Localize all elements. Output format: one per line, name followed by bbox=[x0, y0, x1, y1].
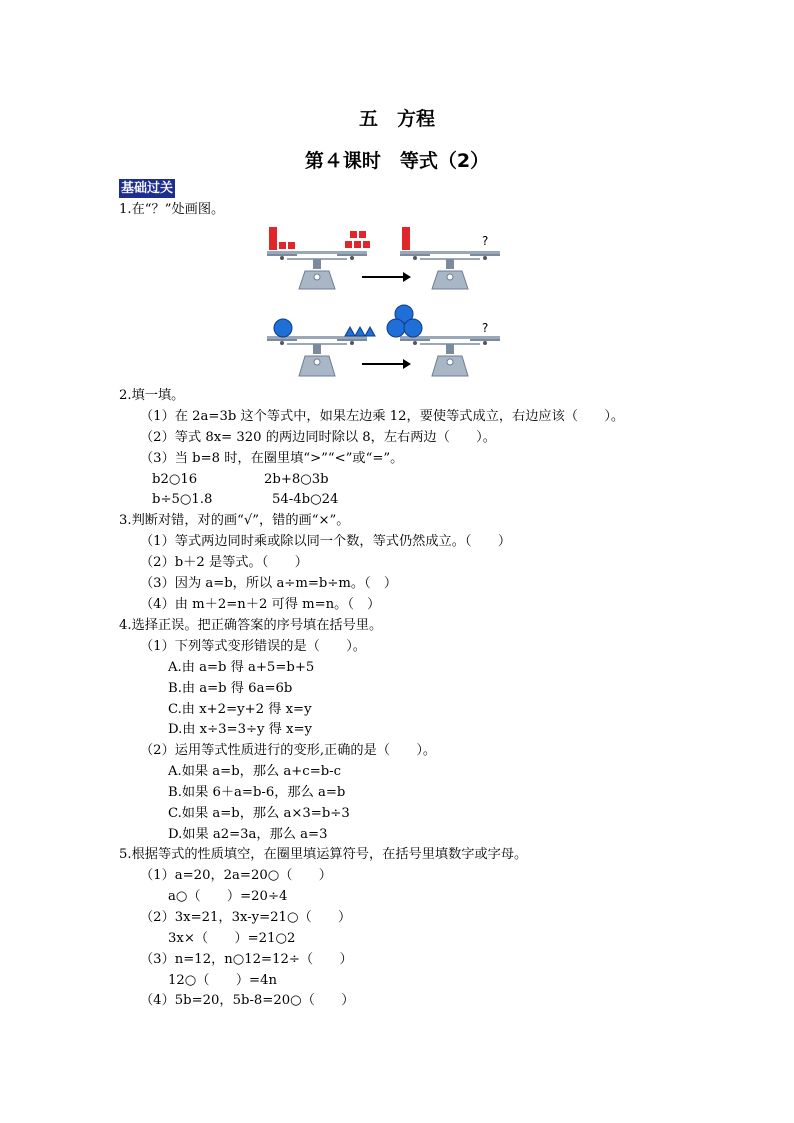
q4-1-option-d: D.由 x÷3=3÷y 得 x=y bbox=[168, 722, 312, 737]
unit-title: 五 方程 bbox=[358, 108, 435, 130]
q3-item-1: （1）等式两边同时乘或除以同一个数，等式仍然成立。（ ） bbox=[140, 534, 512, 549]
question-mark: ? bbox=[482, 234, 489, 248]
q4-2-option-a: A.如果 a=b，那么 a+c=b-c bbox=[168, 764, 342, 779]
q4-2-option-d: D.如果 a2=3a，那么 a=3 bbox=[168, 827, 328, 842]
q2-compare-a: b2○16 bbox=[152, 472, 198, 487]
balance-scale-left bbox=[267, 251, 367, 289]
balance-scale-left bbox=[267, 336, 367, 376]
q4-1-option-a: A.由 a=b 得 a+5=b+5 bbox=[168, 660, 315, 675]
q5-4-line-1: （4）5b=20，5b-8=20○（ ） bbox=[140, 993, 355, 1008]
arrow-icon bbox=[362, 272, 411, 282]
q2-compare-d: 54-4b○24 bbox=[272, 492, 339, 507]
q2-item-3: （3）当 b=8 时，在圈里填“>”“<”或“=”。 bbox=[140, 451, 404, 466]
q2-compare-c: b÷5○1.8 bbox=[152, 492, 213, 507]
q4-2-option-b: B.如果 6＋a=b-6，那么 a=b bbox=[168, 785, 346, 800]
balance-scale-right bbox=[400, 251, 500, 289]
q5-1-line-2: a○（ ）=20÷4 bbox=[168, 889, 288, 904]
q4-1-option-b: B.由 a=b 得 6a=6b bbox=[168, 681, 293, 696]
q4-2-option-c: C.如果 a=b，那么 a×3=b÷3 bbox=[168, 806, 350, 821]
section-badge: 基础过关 bbox=[121, 181, 174, 196]
q5-3-line-2: 12○（ ）=4n bbox=[168, 973, 277, 988]
balance-figure-shapes bbox=[265, 300, 505, 380]
q3-item-2: （2）b＋2 是等式。（ ） bbox=[140, 555, 308, 570]
balance-figure-blocks bbox=[265, 225, 505, 293]
lesson-title: 第４课时 等式（2） bbox=[304, 150, 490, 172]
q5-2-line-2: 3x×（ ）=21○2 bbox=[168, 931, 296, 946]
q2-compare-b: 2b+8○3b bbox=[264, 472, 329, 487]
q2-item-2: （2）等式 8x= 320 的两边同时除以 8，左右两边（ ）。 bbox=[140, 430, 496, 445]
blue-circles-right bbox=[387, 305, 422, 337]
red-blocks-right bbox=[402, 227, 410, 250]
q5-1-line-1: （1）a=20，2a=20○（ ） bbox=[140, 868, 332, 883]
arrow-icon bbox=[362, 359, 411, 369]
q1-prompt: 1.在“？”处画图。 bbox=[119, 202, 225, 217]
q4-2-stem: （2）运用等式性质进行的变形,正确的是（ ）。 bbox=[140, 743, 437, 758]
question-mark: ? bbox=[482, 321, 489, 335]
q3-item-3: （3）因为 a=b，所以 a÷m=b÷m。（ ） bbox=[140, 576, 398, 591]
q4-1-stem: （1）下列等式变形错误的是（ ）。 bbox=[140, 639, 366, 654]
blue-shapes-left bbox=[274, 319, 375, 337]
q5-3-line-1: （3）n=12，n○12=12÷（ ） bbox=[140, 952, 353, 967]
q4-1-option-c: C.由 x+2=y+2 得 x=y bbox=[168, 702, 312, 717]
balance-scale-right bbox=[400, 336, 500, 376]
q5-prompt: 5.根据等式的性质填空，在圈里填运算符号，在括号里填数字或字母。 bbox=[119, 847, 528, 862]
q4-prompt: 4.选择正误。把正确答案的序号填在括号里。 bbox=[119, 618, 383, 633]
q2-prompt: 2.填一填。 bbox=[119, 388, 185, 403]
q2-item-1: （1）在 2a=3b 这个等式中，如果左边乘 12，要使等式成立，右边应该（ ）。 bbox=[140, 409, 625, 424]
q3-prompt: 3.判断对错，对的画“√”，错的画“×”。 bbox=[119, 513, 350, 528]
q5-2-line-1: （2）3x=21，3x-y=21○（ ） bbox=[140, 910, 352, 925]
q3-item-4: （4）由 m＋2=n＋2 可得 m=n。（ ） bbox=[140, 597, 381, 612]
red-blocks-left bbox=[269, 227, 370, 250]
